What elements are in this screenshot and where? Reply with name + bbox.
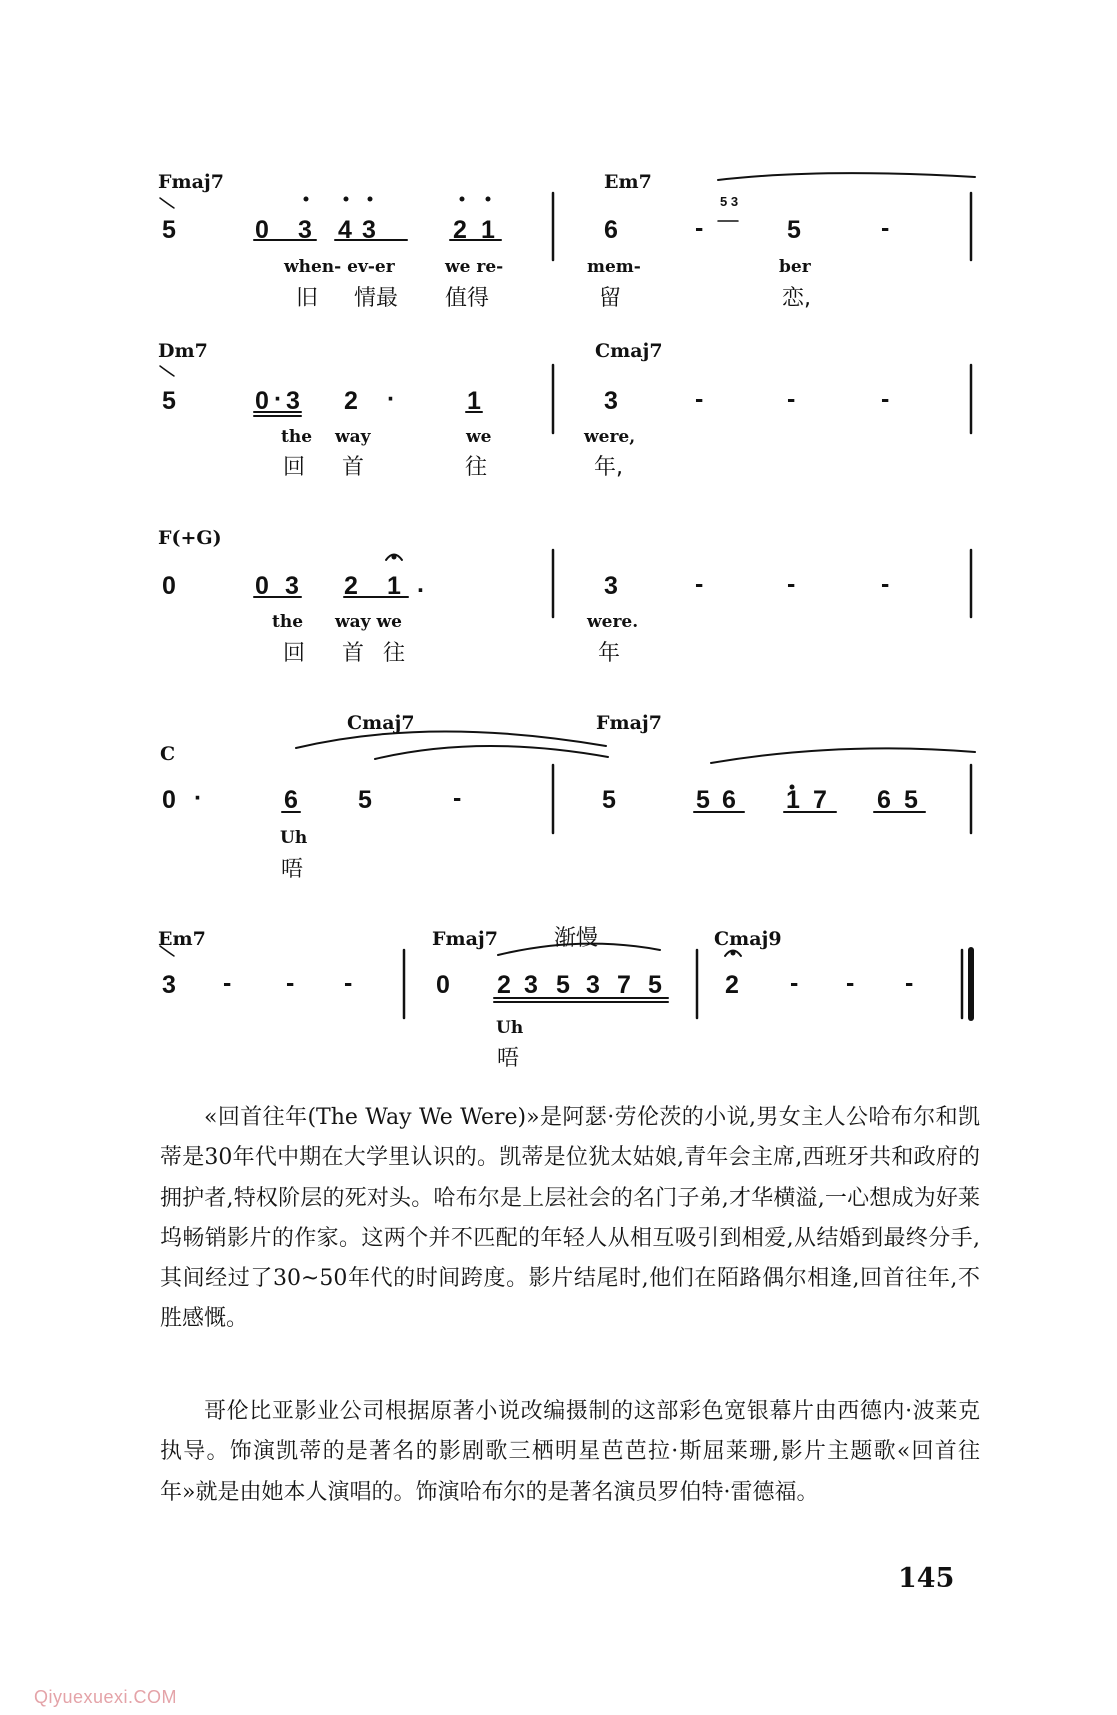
lyric-chinese: 首 xyxy=(342,641,365,666)
note: 3 xyxy=(298,216,312,244)
chord-symbol: Fmaj7 xyxy=(432,928,498,950)
note: 1 xyxy=(786,786,800,814)
lyric-chinese: 回 xyxy=(283,641,306,666)
note: 0 xyxy=(436,971,450,999)
note: 5 xyxy=(787,216,801,244)
note: 5 xyxy=(602,786,616,814)
note: 3 xyxy=(604,572,618,600)
lyric-chinese: 恋, xyxy=(782,286,811,311)
note: 0 xyxy=(255,216,269,244)
lyric-english: ber xyxy=(779,257,811,277)
dash: - xyxy=(905,969,914,997)
dash: - xyxy=(695,385,704,413)
dot: · xyxy=(387,385,396,413)
note: 1 xyxy=(387,572,401,600)
note: 0 xyxy=(255,572,269,600)
note: 4 xyxy=(338,216,352,244)
lyric-chinese: 往 xyxy=(383,641,406,666)
site-watermark: Qiyuexuexi.COM xyxy=(34,1687,178,1707)
note: 6 xyxy=(284,786,298,814)
lyric-chinese: 唔 xyxy=(281,857,304,882)
note: 7 xyxy=(617,971,631,999)
dash: - xyxy=(787,570,796,598)
note: 5 xyxy=(904,786,918,814)
dash: - xyxy=(695,214,704,242)
dot: · xyxy=(194,784,203,812)
lyric-english: mem- xyxy=(587,257,641,277)
lyric-english: the xyxy=(272,612,304,632)
note: 3 xyxy=(604,387,618,415)
note: 2 xyxy=(344,572,358,600)
article-paragraph: 哥伦比亚影业公司根据原著小说改编摄制的这部彩色宽银幕片由西德内·波莱克执导。饰演凯蒂的是著名的影剧歌三栖明星芭芭拉·斯屈莱珊,影片主题歌«回首往年»就是由她本人演唱的。饰演哈布尔的是著名演员罗伯特·雷德福。 xyxy=(160,1399,980,1505)
chord-symbol: Cmaj7 xyxy=(595,340,663,362)
lyric-chinese: 唔 xyxy=(497,1046,520,1071)
note: 7 xyxy=(813,786,827,814)
chord-symbol: Fmaj7 xyxy=(596,712,662,734)
note: 3 xyxy=(586,971,600,999)
dash: - xyxy=(881,570,890,598)
lyric-chinese: 回 xyxy=(283,455,306,480)
note: 0 xyxy=(255,387,269,415)
page-number: 145 xyxy=(898,1563,955,1594)
lyric-chinese: 年, xyxy=(594,455,623,480)
dash: - xyxy=(286,969,295,997)
lyric-chinese: 旧 xyxy=(296,286,319,311)
chord-symbol: Cmaj9 xyxy=(714,928,782,950)
note: 0 xyxy=(162,786,176,814)
note: 3 xyxy=(285,572,299,600)
lyric-english: way we xyxy=(335,612,402,632)
chord-symbol: Em7 xyxy=(158,928,206,950)
lyric-chinese: 首 xyxy=(342,455,365,480)
lyric-english: we re- xyxy=(445,257,504,277)
note: 5 xyxy=(648,971,662,999)
dash: - xyxy=(344,969,353,997)
note: 6 xyxy=(877,786,891,814)
chord-symbol: Em7 xyxy=(604,171,652,193)
grace-notes: 5 3 xyxy=(720,194,739,209)
note: 3 xyxy=(286,387,300,415)
note: 6 xyxy=(722,786,736,814)
lyric-english: the xyxy=(281,427,313,447)
dash: - xyxy=(787,385,796,413)
lyric-english: way xyxy=(335,427,371,447)
tempo-marking: 渐慢 xyxy=(554,926,599,951)
article-paragraph: «回首往年(The Way We Were)»是阿瑟·劳伦茨的小说,男女主人公哈布尔和凯蒂是30年代中期在大学里认识的。凯蒂是位犹太姑娘,青年会主席,西班牙共和政府的拥护者,特权阶层的死对头。哈布尔是上层社会的名门子弟,才华横溢,一心想成为好莱坞畅销影片的作家。这两个并不匹配的年轻人从相互吸引到相爱,从结婚到最终分手,其间经过了30~50年代的时间跨度。影片结尾时,他们在陌路偶尔相逢,回首往年,不胜感慨。 xyxy=(160,1105,980,1332)
dash: - xyxy=(881,385,890,413)
note: 6 xyxy=(604,216,618,244)
note: 5 xyxy=(162,216,176,244)
note: 3 xyxy=(362,216,376,244)
note: 2 xyxy=(453,216,467,244)
lyric-chinese: 值得 xyxy=(445,286,490,311)
note: 1 xyxy=(467,387,481,415)
chord-symbol: Fmaj7 xyxy=(158,171,224,193)
lyric-chinese: 情最 xyxy=(354,286,399,311)
chord-symbol: C xyxy=(160,743,176,765)
dash: - xyxy=(881,214,890,242)
note: 5 xyxy=(358,786,372,814)
note: 5 xyxy=(162,387,176,415)
note: 0 xyxy=(162,572,176,600)
chord-symbol: F(+G) xyxy=(158,527,222,549)
dash: - xyxy=(846,969,855,997)
note: 5 xyxy=(696,786,710,814)
note: 3 xyxy=(162,971,176,999)
lyric-english: Uh xyxy=(496,1018,524,1038)
note: 5 xyxy=(556,971,570,999)
lyric-chinese: 往 xyxy=(465,455,488,480)
note: 2 xyxy=(725,971,739,999)
dash: - xyxy=(695,570,704,598)
lyric-english: were. xyxy=(587,612,639,632)
chord-symbol: Dm7 xyxy=(158,340,208,362)
dot: . xyxy=(417,570,424,598)
lyric-english: were, xyxy=(584,427,636,447)
note: 1 xyxy=(481,216,495,244)
note: 2 xyxy=(497,971,511,999)
dash: - xyxy=(453,784,462,812)
lyric-english: we xyxy=(466,427,492,447)
note: 2 xyxy=(344,387,358,415)
lyric-chinese: 年 xyxy=(598,641,621,666)
note: 3 xyxy=(524,971,538,999)
chord-symbol: Cmaj7 xyxy=(347,712,415,734)
lyric-chinese: 留 xyxy=(599,286,622,311)
lyric-english: Uh xyxy=(280,828,308,848)
dash: - xyxy=(790,969,799,997)
lyric-english: when- ev-er xyxy=(284,257,395,277)
dash: - xyxy=(223,969,232,997)
dot: · xyxy=(274,385,283,413)
